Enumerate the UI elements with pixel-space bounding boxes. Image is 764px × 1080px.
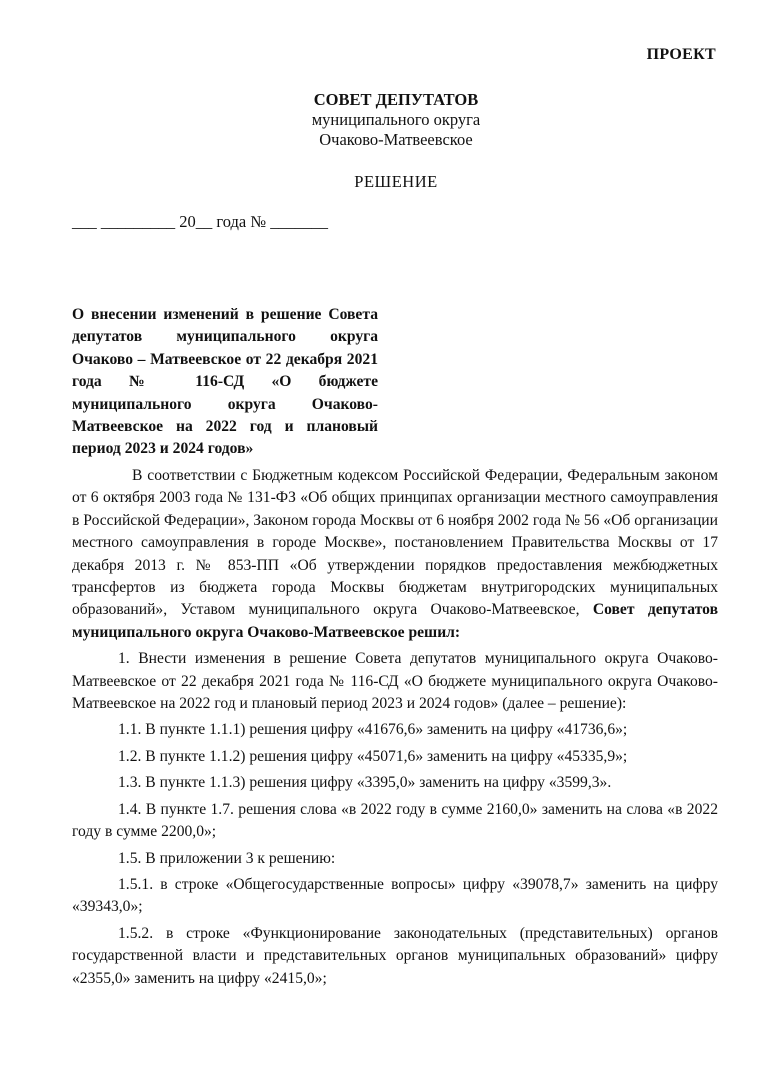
item-1: 1. Внести изменения в решение Совета депутатов муниципального округа Очаково-Матвеевское от 22 декабря 2021 года № 116-СД «О бюджете муниципального округа Очаково-Матвеевское на 2022 год и плановый период 2023 и 2024 годов» (далее – решение): [72, 650, 718, 713]
item-1-5-2: 1.5.2. в строке «Функционирование законодательных (представительных) органов государственной власти и представительных органов муниципальных образований» цифру «2355,0» заменить на цифру «2415,0»; [72, 924, 718, 987]
council-header [0, 90, 764, 150]
decision-subject: О внесении изменений в решение Совета депутатов муниципального округа Очаково – Матвеевское от 22 декабря 2021 года № 116-СД «О бюджете муниципального округа Очаково-Матвеевское на 2022 год и плановый период 2023 и 2024 годов» [72, 306, 378, 458]
item-1-2: 1.2. В пункте 1.1.2) решения цифру «45071,6» заменить на цифру «45335,9»; [118, 747, 628, 765]
decision-title: РЕШЕНИЕ [354, 172, 438, 191]
council-name: СОВЕТ ДЕПУТАТОВ [313, 90, 479, 109]
preamble-resolution: Совет депутатов муниципального округа Очаково-Матвеевское решил: [72, 601, 718, 641]
council-line-2: муниципального округа [311, 110, 481, 129]
item-1-5-1: 1.5.1. в строке «Общегосударственные вопросы» цифру «39078,7» заменить на цифру «39343,0»; [72, 875, 718, 916]
item-1-4: 1.4. В пункте 1.7. решения слова «в 2022 году в сумме 2160,0» заменить на слова «в 2022 году в сумме 2200,0»; [72, 800, 718, 841]
preamble-text: В соответствии с Бюджетным кодексом Российской Федерации, Федеральным законом от 6 октября 2003 года № 131-ФЗ «Об общих принципах организации местного самоуправления в Российской Федерации», Законом города Москвы от 6 ноября 2002 года № 56 «Об организации местного самоуправления в городе Москве», постановлением Правительства Москвы от 17 декабря 2013 г. № 853-ПП «Об утверждении порядков предоставления межбюджетных трансфертов из бюджета города Москвы бюджетам внутригородских муниципальных образований», Уставом муниципального округа Очаково-Матвеевское, [72, 467, 718, 619]
item-1-5: 1.5. В приложении 3 к решению: [118, 849, 336, 867]
date-number-line: ___ _________ 20__ года № _______ [72, 212, 328, 231]
decision-body [72, 465, 718, 990]
item-1-1: 1.1. В пункте 1.1.1) решения цифру «41676,6» заменить на цифру «41736,6»; [118, 721, 628, 739]
draft-stamp: ПРОЕКТ [646, 46, 716, 63]
item-1-3: 1.3. В пункте 1.1.3) решения цифру «3395,0» заменить на цифру «3599,3». [118, 774, 612, 792]
council-line-3: Очаково-Матвеевское [319, 130, 473, 149]
preamble-paragraph [72, 465, 718, 644]
